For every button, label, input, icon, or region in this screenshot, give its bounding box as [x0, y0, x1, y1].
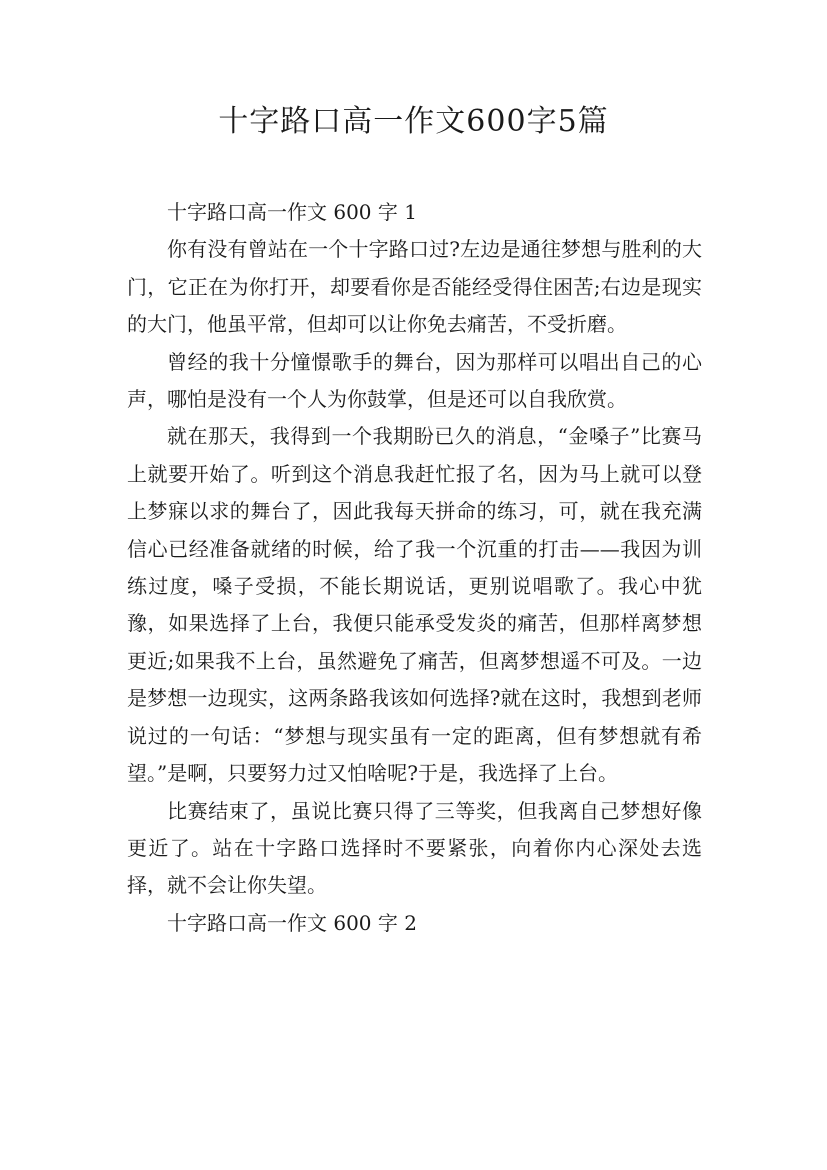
document-body [127, 194, 702, 942]
section-heading-1: 十字路口高一作文 600 字 1 [167, 200, 417, 224]
paragraph-3: 就在那天，我得到一个我期盼已久的消息，“金嗓子”比赛马上就要开始了。听到这个消息我赶忙报了名，因为马上就可以登上梦寐以求的舞台了，因此我每天拼命的练习，可，就在我充满信心已经准备就绪的时候，给了我一个沉重的打击——我因为训练过度，嗓子受损，不能长期说话，更别说唱歌了。我心中犹豫，如果选择了上台，我便只能承受发炎的痛苦，但那样离梦想更近;如果我不上台，虽然避免了痛苦，但离梦想遥不可及。一边是梦想一边现实，这两条路我该如何选择?就在这时，我想到老师说过的一句话：“梦想与现实虽有一定的距离，但有梦想就有希望。”是啊，只要努力过又怕啥呢?于是，我选择了上台。 [127, 424, 702, 786]
document-title: 十字路口高一作文600字5篇 [218, 104, 609, 139]
paragraph-2: 曾经的我十分憧憬歌手的舞台，因为那样可以唱出自己的心声，哪怕是没有一个人为你鼓掌，但是还可以自我欣赏。 [127, 349, 702, 412]
paragraph-1: 你有没有曾站在一个十字路口过?左边是通往梦想与胜利的大门，它正在为你打开，却要看你是否能经受得住困苦;右边是现实的大门，他虽平常，但却可以让你免去痛苦，不受折磨。 [127, 237, 702, 337]
paragraph-4: 比赛结束了，虽说比赛只得了三等奖，但我离自己梦想好像更近了。站在十字路口选择时不要紧张，向着你内心深处去选择，就不会让你失望。 [127, 798, 702, 898]
section-heading-2: 十字路口高一作文 600 字 2 [167, 910, 417, 935]
